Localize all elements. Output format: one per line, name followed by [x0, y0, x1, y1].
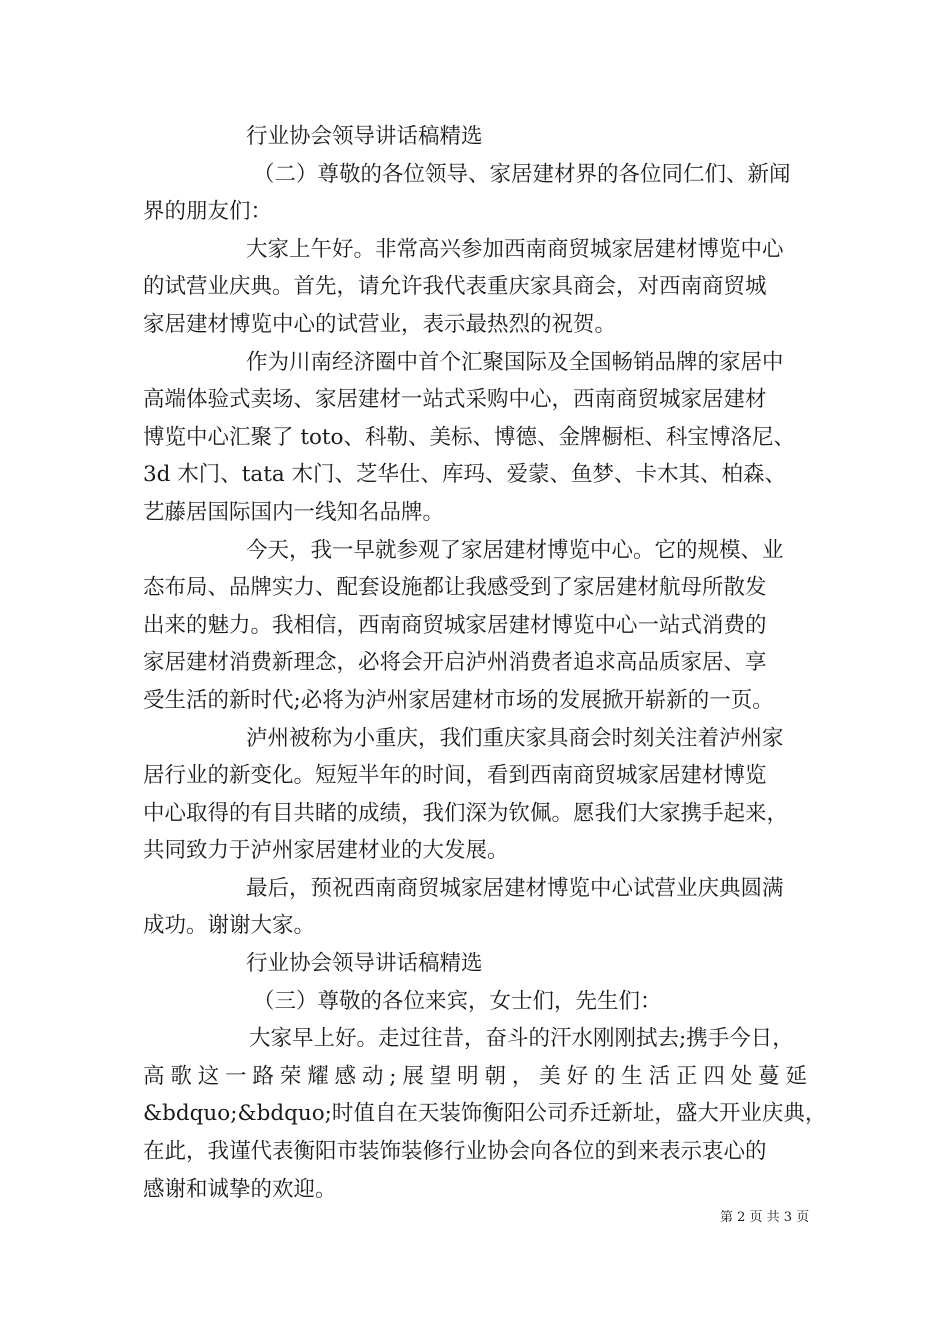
section-title: 行业协会领导讲话稿精选 [246, 124, 483, 149]
paragraph-line: 泸州被称为小重庆，我们重庆家具商会时刻关注着泸州家 [246, 725, 784, 751]
paragraph-line: 博览中心汇聚了 toto、科勒、美标、博德、金牌橱柜、科宝博洛尼、 [143, 424, 796, 450]
paragraph-line: 最后，预祝西南商贸城家居建材博览中心试营业庆典圆满 [246, 875, 784, 901]
paragraph-line: 高歌这一路荣耀感动;展望明朝，美好的生活正四处蔓延 [143, 1063, 807, 1089]
salutation-line: （二）尊敬的各位领导、家居建材界的各位同仁们、新闻 [253, 161, 791, 187]
paragraph-line: 家居建材消费新理念，必将会开启泸州消费者追求高品质家居、享 [143, 650, 767, 676]
paragraph-line: 成功。谢谢大家。 [143, 913, 316, 939]
paragraph-line: 艺藤居国际国内一线知名品牌。 [143, 499, 445, 525]
paragraph-line: 的试营业庆典。首先，请允许我代表重庆家具商会，对西南商贸城 [143, 274, 767, 300]
document-body [143, 118, 827, 1208]
salutation-line: 界的朋友们： [143, 199, 273, 225]
paragraph-line: 感谢和诚挚的欢迎。 [143, 1176, 337, 1202]
page-number: 第 2 页 共 3 页 [720, 1210, 810, 1225]
paragraph-line: 中心取得的有目共睹的成绩，我们深为钦佩。愿我们大家携手起来， [143, 800, 789, 826]
paragraph-line: 大家上午好。非常高兴参加西南商贸城家居建材博览中心 [246, 236, 784, 262]
paragraph-line: 家居建材博览中心的试营业，表示最热烈的祝贺。 [143, 311, 617, 337]
paragraph-line: 共同致力于泸州家居建材业的大发展。 [143, 838, 509, 864]
section-title: 行业协会领导讲话稿精选 [246, 951, 483, 977]
paragraph-line: 高端体验式卖场、家居建材一站式采购中心，西南商贸城家居建材 [143, 387, 767, 413]
paragraph-line: 大家早上好。走过往昔，奋斗的汗水刚刚拭去;携手今日， [249, 1026, 794, 1052]
paragraph-line: 在此，我谨代表衡阳市装饰装修行业协会向各位的到来表示衷心的 [143, 1139, 767, 1165]
paragraph-line: &bdquo;&bdquo;时值自在天装饰衡阳公司乔迁新址，盛大开业庆典， [143, 1101, 827, 1127]
paragraph-line: 态布局、品牌实力、配套设施都让我感受到了家居建材航母所散发 [143, 575, 767, 601]
paragraph-line: 出来的魅力。我相信，西南商贸城家居建材博览中心一站式消费的 [143, 612, 767, 638]
paragraph-line: 3d 木门、tata 木门、芝华仕、库玛、爱蒙、鱼梦、卡木其、柏森、 [143, 462, 787, 488]
paragraph-line: 今天，我一早就参观了家居建材博览中心。它的规模、业 [246, 537, 784, 563]
paragraph-line: 受生活的新时代;必将为泸州家居建材市场的发展掀开崭新的一页。 [143, 687, 774, 713]
salutation-line: （三）尊敬的各位来宾，女士们，先生们： [253, 988, 662, 1014]
paragraph-line: 居行业的新变化。短短半年的时间，看到西南商贸城家居建材博览 [143, 763, 767, 789]
paragraph-line: 作为川南经济圈中首个汇聚国际及全国畅销品牌的家居中 [246, 349, 784, 375]
